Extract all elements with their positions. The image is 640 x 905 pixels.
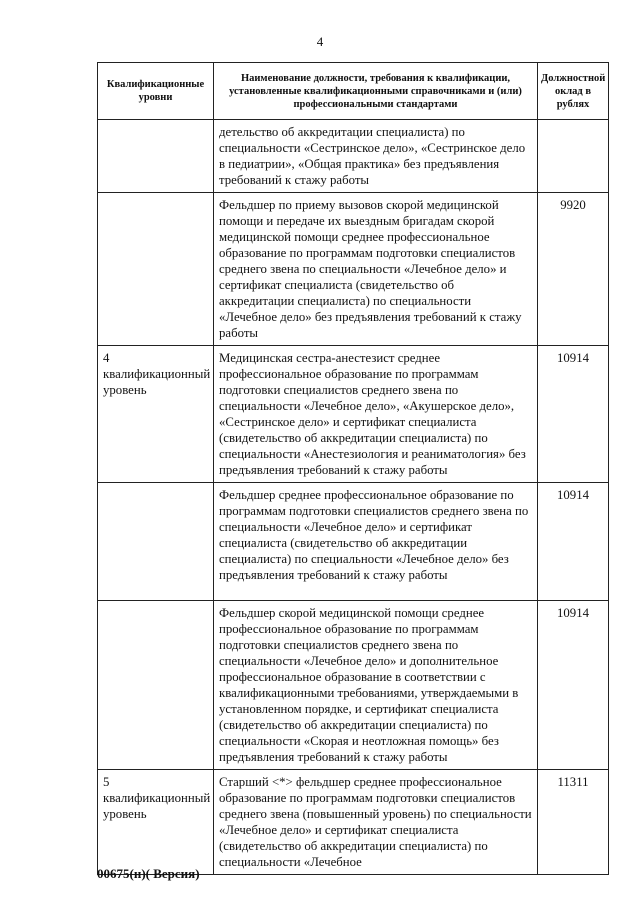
row-salary — [538, 120, 609, 193]
row-salary: 9920 — [538, 193, 609, 346]
table-row — [98, 120, 609, 193]
row-description: детельство об аккредитации специалиста) по специальности «Сестринское дело», «Сестринское дело в педиатрии», «Общая практика» без предъявления требований к стажу работы — [214, 120, 538, 193]
qualification-table — [97, 62, 609, 875]
row-salary: 10914 — [538, 483, 609, 601]
page-number: 4 — [316, 34, 324, 49]
row-description: Фельдшер среднее профессиональное образование по программам подготовки специалистов среднего звена по специальности «Лечебное дело» и сертификат специалиста (свидетельство об аккредитации специалиста) по специальности «Лечебное дело» без предъявления требований к стажу работы — [214, 483, 538, 601]
row-level: 4 квалификационный уровень — [98, 346, 214, 483]
row-description: Старший <*> фельдшер среднее профессиональное образование по программам подготовки специалистов среднего звена (повышенный уровень) по специальности «Лечебное дело» и сертификат специалиста (свидетельство об аккредитации специалиста) по специальности «Лечебное — [214, 770, 538, 875]
header-position: Наименование должности, требования к квалификации, установленные квалификационными справочниками и (или) профессиональными стандартами — [214, 63, 538, 120]
table-row — [98, 346, 609, 483]
document-code — [97, 866, 200, 882]
header-salary: Должностной оклад в рублях — [538, 63, 609, 120]
row-level — [98, 483, 214, 601]
row-level — [98, 120, 214, 193]
table-row — [98, 193, 609, 346]
document-code-number: 00675(н) — [97, 866, 146, 881]
document-version: ( Версия) — [145, 866, 200, 881]
row-description: Фельдшер скорой медицинской помощи среднее профессиональное образование по программам подготовки специалистов среднего звена по специальности «Лечебное дело» и дополнительное профессиональное образование в соответствии с квалификационными требованиями, утверждаемыми в установленном порядке, и сертификат специалиста (свидетельство об аккредитации специалиста) по специальности «Скорая и неотложная помощь» без предъявления требований к стажу работы — [214, 601, 538, 770]
row-description: Фельдшер по приему вызовов скорой медицинской помощи и передаче их выездным бригадам скорой медицинской помощи среднее профессиональное образование по программам подготовки специалистов среднего звена по специальности «Лечебное дело» и сертификат специалиста (свидетельство об аккредитации специалиста) по специальности «Лечебное дело» без предъявления требований к стажу работы — [214, 193, 538, 346]
table-header-row — [98, 63, 609, 120]
row-level: 5 квалификационный уровень — [98, 770, 214, 875]
header-level: Квалификационные уровни — [98, 63, 214, 120]
table-row — [98, 601, 609, 770]
row-description: Медицинская сестра-анестезист среднее профессиональное образование по программам подготовки специалистов среднего звена по специальности «Лечебное дело», «Акушерское дело», «Сестринское дело» и сертификат специалиста (свидетельство об аккредитации специалиста) по специальности «Анестезиология и реаниматология» без предъявления требований к стажу работы — [214, 346, 538, 483]
table-row — [98, 483, 609, 601]
table-row — [98, 770, 609, 875]
row-salary: 10914 — [538, 346, 609, 483]
row-salary: 10914 — [538, 601, 609, 770]
row-salary: 11311 — [538, 770, 609, 875]
row-level — [98, 601, 214, 770]
row-level — [98, 193, 214, 346]
